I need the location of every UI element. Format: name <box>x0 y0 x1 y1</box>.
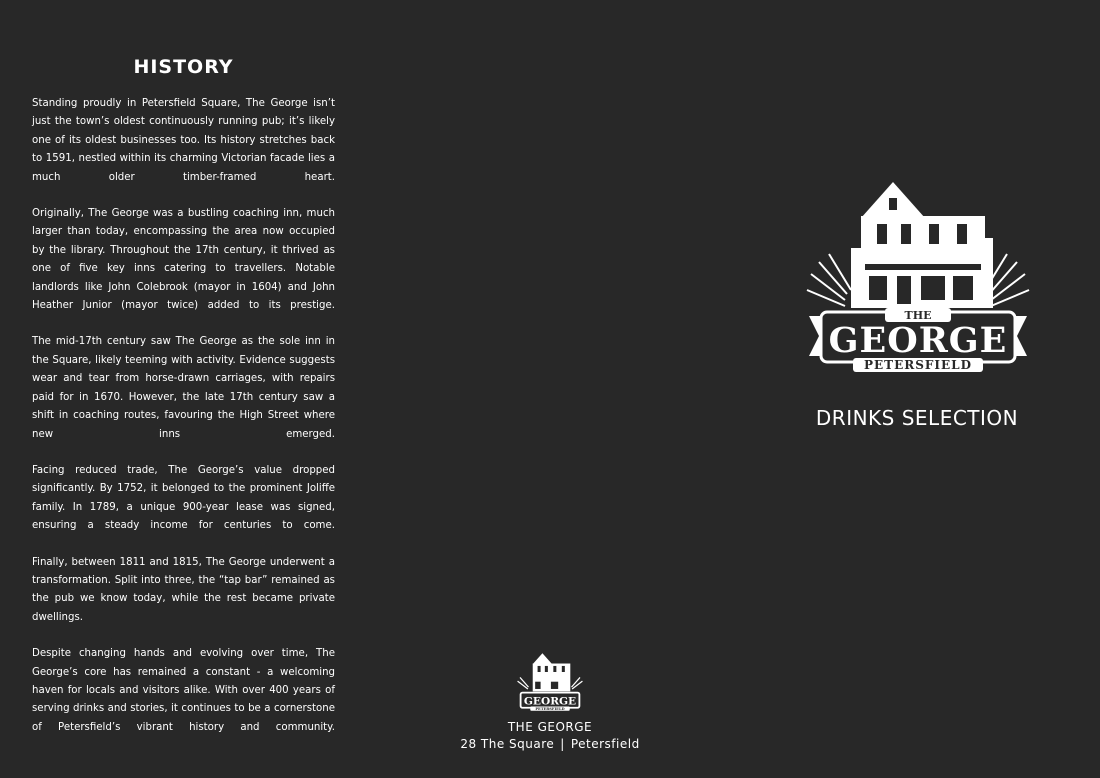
history-paragraph: The mid-17th century saw The George as the sole inn in the Square, likely teeming with activity. Evidence suggests wear and tear from horse-drawn carriages, with repairs paid for in 1670. However, the late 17th century saw a shift in coaching routes, favouring the High Street where new inns emerged. <box>32 336 335 440</box>
small-logo-town-text: PETERSFIELD <box>535 706 565 711</box>
history-paragraph: Facing reduced trade, The George’s value dropped significantly. By 1752, it belonged to the prominent Joliffe family. In 1789, a unique 900-year lease was signed, ensuring a steady income for centuries to come. <box>32 464 335 532</box>
building-illustration <box>851 182 993 308</box>
pub-building-logo-icon <box>805 178 1031 376</box>
footer-address-block <box>440 719 660 753</box>
footer-address-line <box>440 736 660 753</box>
history-paragraph: Finally, between 1811 and 1815, The George underwent a transformation. Split into three, the “tap bar” remained as the pub we know today, while the rest became private dwellings. <box>32 556 335 623</box>
history-paragraph: Standing proudly in Petersfield Square, The George isn’t just the town’s oldest continuously running pub; it’s likely one of its oldest businesses too. Its history stretches back to 1591, nestled within its charming Victorian facade lies a much older timber-framed heart. <box>32 98 335 183</box>
footer-pub-name: THE GEORGE <box>507 720 593 734</box>
history-title: HISTORY <box>133 56 234 78</box>
history-section <box>32 56 335 755</box>
history-paragraph: Originally, The George was a bustling coaching inn, much larger than today, encompassing the area now occupied by the library. Throughout the 17th century, it thrived as one of five key inns catering to travellers. Notable landlords like John Colebrook (mayor in 1604) and John Heather Junior (mayor twice) added to its prestige. <box>32 208 335 312</box>
drinks-selection-title: DRINKS SELECTION <box>815 406 1019 430</box>
pub-building-logo-small-icon <box>515 652 585 712</box>
logo-the-text: THE <box>904 309 932 322</box>
history-paragraph: Despite changing hands and evolving over time, The George’s core has remained a constant - a welcoming haven for locals and visitors alike. With over 400 years of serving drinks and stories, it continues to be a cornerstone of Petersfield’s vibrant history and community. <box>32 648 335 733</box>
logo-name-text: GEORGE <box>828 320 1008 361</box>
footer-separator: | <box>560 737 565 751</box>
footer-town: Petersfield <box>570 737 640 751</box>
small-logo-name-text: GEORGE <box>523 695 577 708</box>
footer-address: 28 The Square <box>460 737 555 751</box>
logo-town-text: PETERSFIELD <box>863 358 973 372</box>
